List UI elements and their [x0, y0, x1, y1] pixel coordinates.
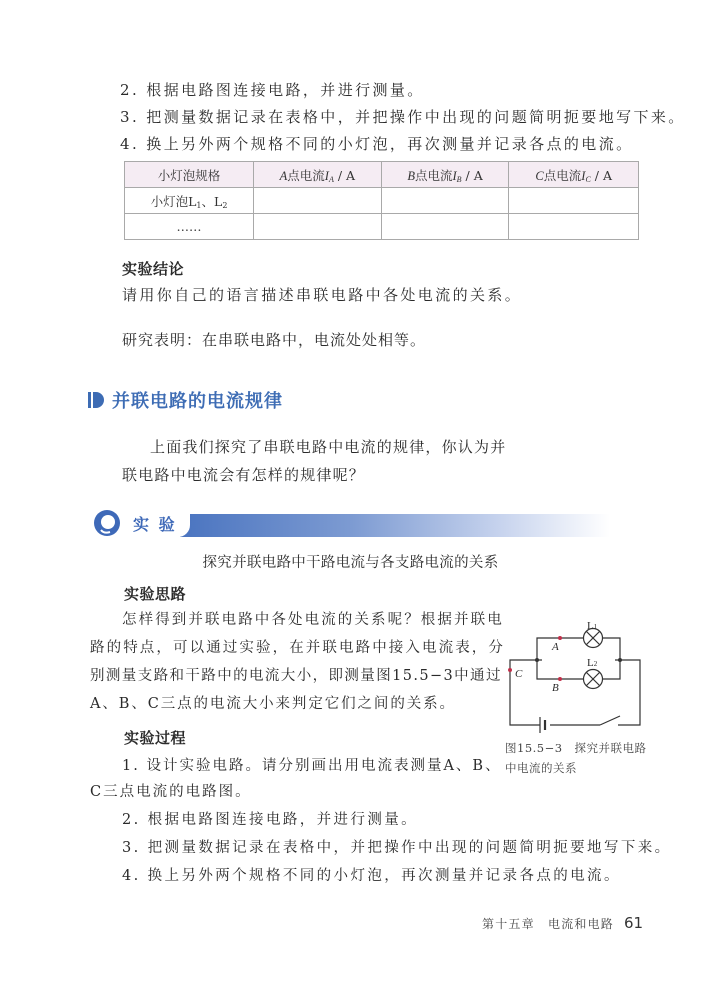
experiment-icon [92, 508, 122, 538]
cell-current-b [381, 188, 509, 214]
process-step-4: 4. 换上另外两个规格不同的小灯泡，再次测量并记录各点的电流。 [122, 868, 621, 884]
process-step-1-line1: 1. 设计实验电路。请分别画出用电流表测量A、B、 [122, 758, 502, 774]
step-number: 2. [120, 81, 140, 99]
figure-caption-line2: 中电流的关系 [505, 761, 577, 775]
cell-current-a [254, 214, 382, 240]
top-step-2 [120, 80, 425, 100]
idea-line: A、B、C三点的电流大小来判定它们之间的关系。 [90, 696, 456, 712]
point-b-marker [558, 677, 562, 681]
parallel-circuit-diagram [505, 615, 650, 735]
top-step-4 [120, 134, 634, 154]
step-number: 4. [120, 135, 140, 153]
conclusion-heading: 实验结论 [122, 260, 185, 278]
label-l1: L1 [587, 620, 598, 632]
row-label: …… [125, 214, 254, 240]
label-l2: L2 [587, 657, 598, 669]
idea-line: 路的特点，可以通过实验，在并联电路中接入电流表，分 [90, 640, 505, 656]
header-current-a: A点电流$I_A$ / A [254, 162, 382, 188]
section-title: 并联电路的电流规律 [112, 391, 283, 412]
cell-current-c [509, 188, 639, 214]
cell-current-c [509, 214, 639, 240]
label-a: A [552, 641, 559, 653]
section-heading [88, 387, 283, 413]
header-bulb-spec: 小灯泡规格 [125, 162, 254, 188]
header-current-b: B点电流$I_B$ / A [381, 162, 509, 188]
idea-heading: 实验思路 [124, 585, 187, 603]
table-row [125, 214, 639, 240]
idea-line: 怎样得到并联电路中各处电流的关系呢？根据并联电 [122, 612, 504, 628]
measurement-table [124, 161, 639, 240]
process-step-3: 3. 把测量数据记录在表格中，并把操作中出现的问题简明扼要地写下来。 [122, 840, 672, 856]
idea-line: 别测量支路和干路中的电流大小，即测量图15.5−3中通过 [90, 668, 502, 684]
cell-current-a [254, 188, 382, 214]
label-b: B [552, 682, 559, 694]
chapter-title: 第十五章 电流和电路 [482, 917, 615, 931]
step-number: 3. [120, 108, 140, 126]
header-current-c: C点电流$I_C$ / A [509, 162, 639, 188]
cell-current-b [381, 214, 509, 240]
row-label: 小灯泡$L_1$、$L_2$ [125, 188, 254, 214]
conclusion-prompt: 请用你自己的语言描述串联电路中各处电流的关系。 [122, 286, 523, 304]
experiment-title: 探究并联电路中干路电流与各支路电流的关系 [202, 555, 499, 571]
point-a-marker [558, 636, 562, 640]
label-c: C [515, 668, 523, 680]
section-marker-icon [88, 391, 104, 409]
experiment-label: 实 验 [133, 515, 177, 534]
conclusion-result: 研究表明：在串联电路中，电流处处相等。 [122, 331, 427, 349]
experiment-banner-bar [180, 514, 610, 537]
page-number: 61 [624, 914, 644, 932]
section-intro-line1: 上面我们探究了串联电路中电流的规律，你认为并 [150, 438, 507, 456]
table-row [125, 188, 639, 214]
process-step-2: 2. 根据电路图连接电路，并进行测量。 [122, 812, 419, 828]
step-text: 根据电路图连接电路，并进行测量。 [146, 81, 425, 99]
section-intro-line2: 联电路中电流会有怎样的规律呢？ [122, 466, 366, 484]
page-footer [482, 914, 643, 932]
figure-caption-line1: 图15.5−3 探究并联电路 [505, 741, 647, 755]
process-heading: 实验过程 [124, 729, 187, 747]
top-step-3 [120, 107, 686, 127]
table-header-row [125, 162, 639, 188]
step-text: 把测量数据记录在表格中，并把操作中出现的问题简明扼要地写下来。 [146, 108, 686, 126]
point-c-marker [508, 668, 512, 672]
process-step-1-line2: C三点电流的电路图。 [90, 784, 252, 800]
step-text: 换上另外两个规格不同的小灯泡，再次测量并记录各点的电流。 [146, 135, 634, 153]
